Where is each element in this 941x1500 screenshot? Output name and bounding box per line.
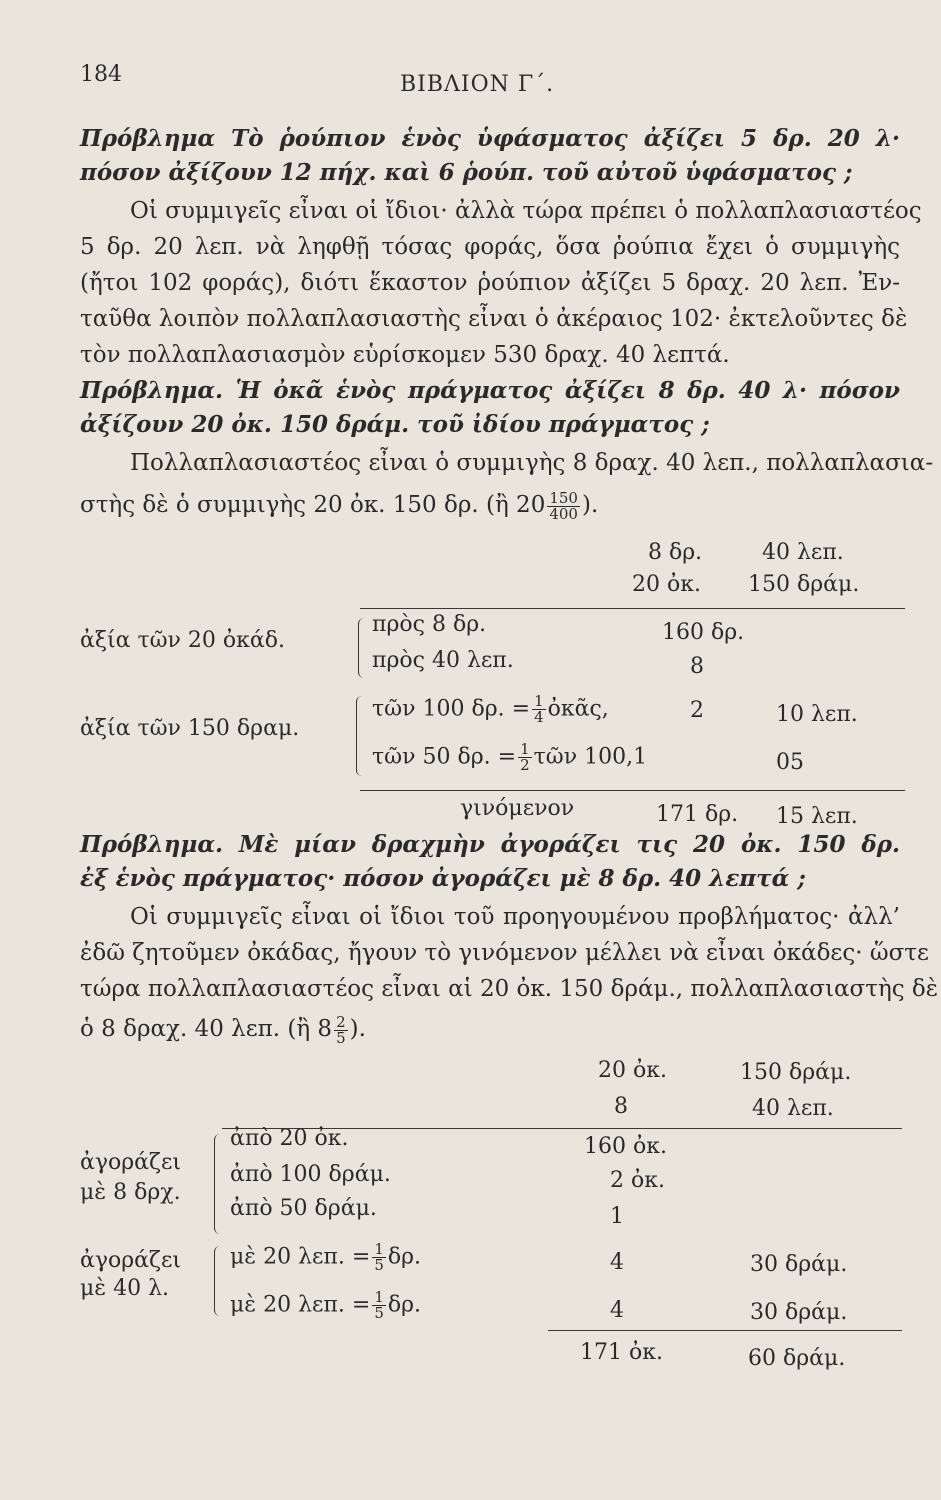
problem1-text-line: 5 δρ. 20 λεπ. νὰ ληφθῇ τόσας φοράς, ὅσα ῥούπια ἔχει ὁ συμμιγὴς xyxy=(80,234,900,260)
calc2-row-value: 2 xyxy=(690,698,704,723)
problem3-text: ὁ 8 δραχ. 40 λεπ. (ἢ 8 xyxy=(80,1016,333,1042)
fraction-denominator: 2 xyxy=(520,756,530,774)
calc2-row-value: 10 λεπ. xyxy=(776,702,858,727)
fraction-denominator: 400 xyxy=(549,504,578,523)
calc2-fraction xyxy=(532,694,546,725)
problem3-fraction xyxy=(334,1012,348,1047)
calc2-total-lep: 15 λεπ. xyxy=(776,804,858,829)
fraction-numerator: 1 xyxy=(374,1288,384,1306)
calc3-total-dram: 60 δράμ. xyxy=(748,1346,846,1371)
fraction-numerator: 1 xyxy=(520,740,530,758)
calc2-label-value-okades: ἀξία τῶν 20 ὀκάδ. xyxy=(80,628,286,653)
calc2-top2-dram: 150 δράμ. xyxy=(748,572,860,597)
problem1-text-line: Οἱ συμμιγεῖς εἶναι οἱ ἴδιοι· ἀλλὰ τώρα πρέπει ὁ πολλαπλασιαστέος xyxy=(130,198,922,224)
problem1-text-line: (ἤτοι 102 φοράς), διότι ἕκαστον ῥούπιον ἀξίζει 5 δραχ. 20 λεπ. Ἐν- xyxy=(80,270,900,296)
calc3-row xyxy=(230,1242,421,1273)
fraction-numerator: 1 xyxy=(534,692,544,710)
problem2-title-line: Πρόβλημα. Ἡ ὀκᾶ ἑνὸς πράγματος ἀξίζει 8 δρ. 40 λ· πόσον xyxy=(80,377,900,404)
calc2-label-value-dramia: ἀξία τῶν 150 δραμ. xyxy=(80,716,300,741)
calc3-row-text: δρ. xyxy=(387,1244,422,1270)
calc2-rule-top xyxy=(360,608,905,609)
fraction-denominator: 5 xyxy=(336,1028,346,1047)
calc2-row xyxy=(372,694,609,725)
problem3-text-line: τώρα πολλαπλασιαστέος εἶναι αἱ 20 ὀκ. 150 δράμ., πολλαπλασιαστὴς δὲ xyxy=(80,976,939,1002)
problem3-title-line: Πρόβλημα. Μὲ μίαν δραχμὴν ἀγοράζει τις 20 ὀκ. 150 δρ. xyxy=(80,831,900,858)
calc3-fraction xyxy=(372,1290,386,1321)
problem1-title-line: Πρόβλημα Τὸ ῥούπιον ἑνὸς ὑφάσματος ἀξίζει 5 δρ. 20 λ· xyxy=(80,125,900,152)
problem2-text-line: στὴς δὲ ὁ συμμιγὴς 20 ὀκ. 150 δρ. (ἢ 20 $\frac{150}{400}$ ). xyxy=(80,488,599,523)
calc3-row: ἀπὸ 50 δράμ. xyxy=(230,1196,377,1221)
calc3-brace xyxy=(214,1134,225,1234)
calc3-row-text: μὲ 20 λεπ. = xyxy=(230,1244,371,1270)
calc2-row: πρὸς 40 λεπ. xyxy=(372,648,514,673)
calc3-row-text: μὲ 20 λεπ. = xyxy=(230,1292,371,1318)
calc3-label-buys: ἀγοράζει xyxy=(80,1150,181,1175)
calc3-row-text: δρ. xyxy=(387,1292,422,1318)
problem2-fraction xyxy=(547,488,580,523)
calc3-top2-lep: 40 λεπ. xyxy=(752,1096,834,1121)
fraction-numerator: 2 xyxy=(336,1012,346,1031)
calc3-top1-dram: 150 δράμ. xyxy=(740,1060,852,1085)
calc3-row-value: 2 ὀκ. xyxy=(610,1168,665,1193)
calc3-row-value: 30 δράμ. xyxy=(750,1252,848,1277)
problem2-text: στὴς δὲ ὁ συμμιγὴς 20 ὀκ. 150 δρ. (ἢ 20 xyxy=(80,492,546,518)
calc3-row-value: 30 δράμ. xyxy=(750,1300,848,1325)
calc2-top2-ok: 20 ὀκ. xyxy=(632,572,701,597)
calc2-row-value: 160 δρ. xyxy=(662,620,745,645)
calc2-row-value: 05 xyxy=(776,750,804,775)
calc2-total-label: γινόμενον xyxy=(460,796,575,821)
calc3-top1-ok: 20 ὀκ. xyxy=(598,1058,667,1083)
calc3-fraction xyxy=(372,1242,386,1273)
fraction-denominator: 4 xyxy=(534,708,544,726)
calc2-fraction xyxy=(518,742,532,773)
calc2-row-text: τῶν 50 δρ. = xyxy=(372,744,517,770)
calc3-row: ἀπὸ 100 δράμ. xyxy=(230,1162,391,1187)
problem3-text-line: ἐδῶ ζητοῦμεν ὀκάδας, ἤγουν τὸ γινόμενον μέλλει νὰ εἶναι ὀκάδες· ὥστε xyxy=(80,940,929,966)
calc3-label-buys: ἀγοράζει xyxy=(80,1248,181,1273)
calc3-row-value: 4 xyxy=(610,1250,624,1275)
fraction-numerator: 150 xyxy=(549,488,578,507)
calc2-row-text: τῶν 100,1 xyxy=(533,744,648,770)
calc2-total-dr: 171 δρ. xyxy=(656,802,739,827)
calc2-brace xyxy=(356,696,367,776)
problem3-title-line: ἐξ ἑνὸς πράγματος· πόσον ἀγοράζει μὲ 8 δρ. 40 λεπτά ; xyxy=(80,865,806,892)
calc3-row: ἀπὸ 20 ὀκ. xyxy=(230,1126,349,1151)
calc2-rule-total xyxy=(360,790,905,791)
calc3-top2-dr: 8 xyxy=(614,1094,628,1119)
calc3-total-ok: 171 ὀκ. xyxy=(580,1340,663,1365)
calc2-row-text: τῶν 100 δρ. = xyxy=(372,696,531,722)
problem1-text-line: τὸν πολλαπλασιασμὸν εὑρίσκομεν 530 δραχ. 40 λεπτά. xyxy=(80,342,730,368)
calc3-row-value: 4 xyxy=(610,1298,624,1323)
fraction-denominator: 5 xyxy=(374,1256,384,1274)
calc2-row-value: 8 xyxy=(690,654,704,679)
calc2-top1-lep: 40 λεπ. xyxy=(762,540,844,565)
calc3-rule-total xyxy=(548,1330,902,1331)
calc2-brace xyxy=(358,618,369,678)
problem2-text-line: Πολλαπλασιαστέος εἶναι ὁ συμμιγὴς 8 δραχ. 40 λεπ., πολλαπλασια- xyxy=(130,450,934,476)
fraction-numerator: 1 xyxy=(374,1240,384,1258)
fraction-denominator: 5 xyxy=(374,1304,384,1322)
calc3-row-value: 160 ὀκ. xyxy=(584,1134,667,1159)
problem1-title-line: πόσον ἀξίζουν 12 πήχ. καὶ 6 ῥούπ. τοῦ αὐτοῦ ὑφάσματος ; xyxy=(80,159,853,186)
calc2-top1-dr: 8 δρ. xyxy=(648,540,703,565)
calc3-brace xyxy=(214,1246,225,1316)
calc2-row-text: ὀκᾶς, xyxy=(547,696,609,722)
calc2-row: πρὸς 8 δρ. xyxy=(372,612,487,637)
calc2-row xyxy=(372,742,647,773)
calc3-row xyxy=(230,1290,421,1321)
problem3-text-line: Οἱ συμμιγεῖς εἶναι οἱ ἴδιοι τοῦ προηγουμένου προβλήματος· ἀλλ’ xyxy=(130,904,900,930)
running-head: ΒΙΒΛΙΟΝ Γ΄. xyxy=(400,72,555,97)
page-number: 184 xyxy=(80,62,122,87)
calc3-label-with: μὲ 8 δρχ. xyxy=(80,1180,181,1205)
problem2-title-line: ἀξίζουν 20 ὀκ. 150 δράμ. τοῦ ἰδίου πράγματος ; xyxy=(80,411,710,438)
calc3-row-value: 1 xyxy=(610,1204,624,1229)
problem1-text-line: ταῦθα λοιπὸν πολλαπλασιαστὴς εἶναι ὁ ἀκέραιος 102· ἐκτελοῦντες δὲ xyxy=(80,306,908,332)
problem3-text-line: ὁ 8 δραχ. 40 λεπ. (ἢ 8 $\frac{2}{5}$ ). xyxy=(80,1012,366,1047)
calc3-label-with: μὲ 40 λ. xyxy=(80,1276,170,1301)
